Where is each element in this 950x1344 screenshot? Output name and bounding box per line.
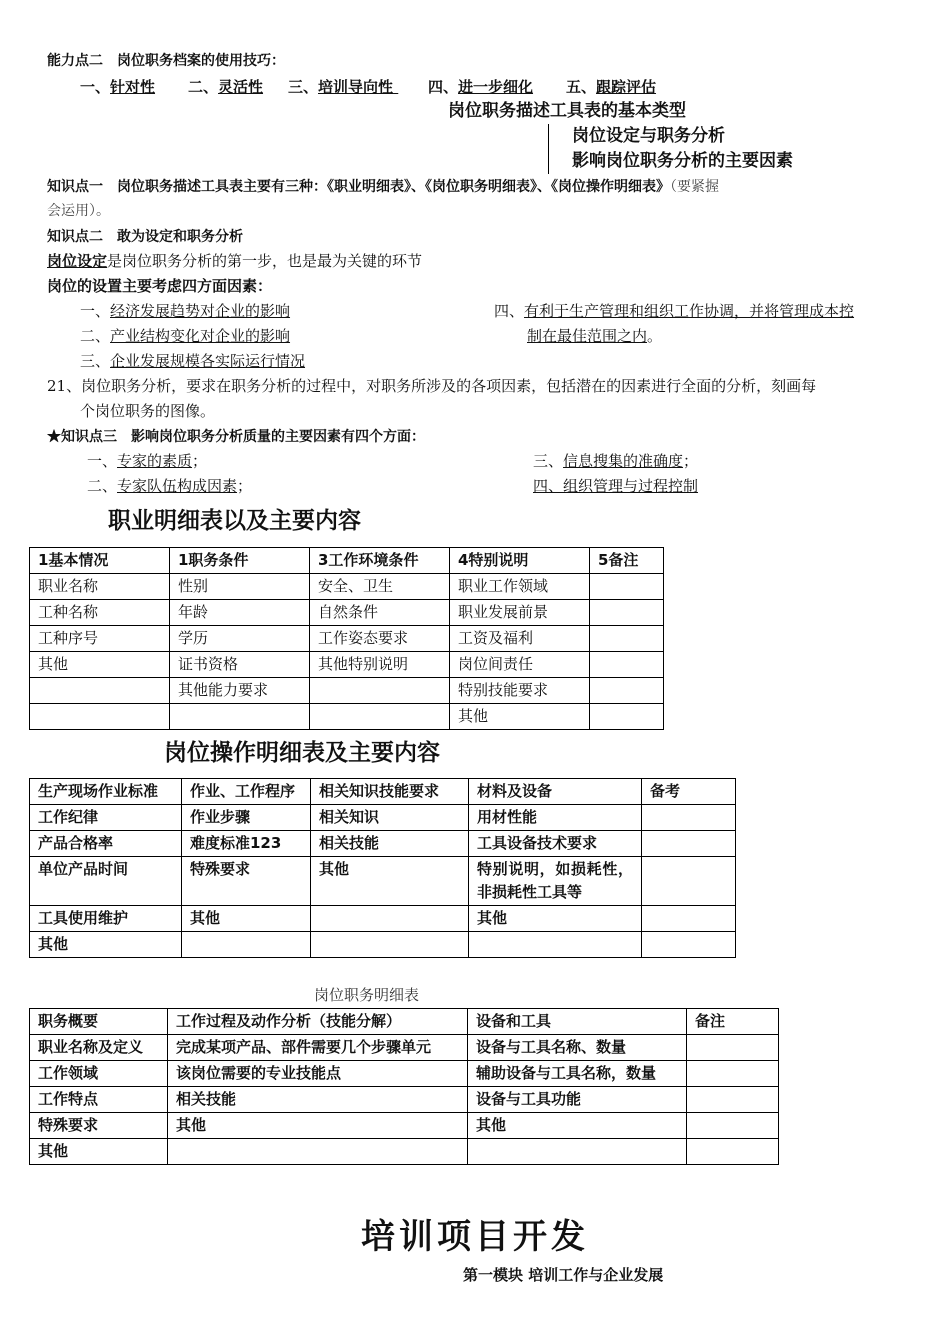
table-cell: 工资及福利 (450, 626, 590, 652)
table-cell (30, 678, 170, 704)
table-cell (687, 1035, 779, 1061)
table-cell: 相关知识技能要求 (311, 779, 469, 805)
table-cell: 相关技能 (168, 1087, 468, 1113)
table-cell (642, 932, 736, 958)
table-cell: 完成某项产品、部件需要几个步骤单元 (168, 1035, 468, 1061)
table-cell: 难度标准123 (182, 831, 311, 857)
factor-3: 三、企业发展规模各实际运行情况 (80, 352, 306, 370)
table-cell: 辅助设备与工具名称，数量 (468, 1061, 687, 1087)
paragraph-21: 21、岗位职务分析，要求在职务分析的过程中，对职务所涉及的各项因素，包括潜在的因素进行全面的分析，刻画每 (47, 377, 817, 395)
table-row (30, 678, 664, 704)
factor-4: 四、有利于生产管理和组织工作协调，并将管理成本控 (494, 302, 855, 320)
job-operation-detail-table (29, 778, 736, 958)
table-cell: 年龄 (170, 600, 310, 626)
table-header-row (30, 548, 664, 574)
table-cell (182, 932, 311, 958)
table-cell: 工种名称 (30, 600, 170, 626)
table-cell: 生产现场作业标准 (30, 779, 182, 805)
table-row (30, 600, 664, 626)
knowledge-point-1: 知识点一 岗位职务描述工具表主要有三种：《职业明细表》、《岗位职务明细表》、《岗位操作明细表》（要紧握 (47, 179, 719, 195)
table-cell (687, 1087, 779, 1113)
occupation-detail-table (29, 547, 664, 730)
table-row (30, 1035, 779, 1061)
table-cell (642, 831, 736, 857)
table-cell: 自然条件 (310, 600, 450, 626)
table-cell: 单位产品时间 (30, 857, 182, 906)
table-cell: 用材性能 (469, 805, 642, 831)
ability-point-item-1: 一、针对性 (80, 78, 156, 96)
quality-factor-1: 一、专家的素质； (87, 452, 208, 470)
table-row (30, 805, 736, 831)
ability-point-item-2: 二、灵活性 (188, 78, 264, 96)
table-row (30, 906, 736, 932)
table-cell: 工作过程及动作分析（技能分解） (168, 1009, 468, 1035)
table-cell: 职业工作领域 (450, 574, 590, 600)
table-row (30, 574, 664, 600)
table-cell: 设备与工具功能 (468, 1087, 687, 1113)
table-row (30, 857, 736, 906)
table-cell (468, 1139, 687, 1165)
table-cell (310, 704, 450, 730)
table-cell: 5备注 (590, 548, 664, 574)
table-cell: 其他 (182, 906, 311, 932)
table-row (30, 652, 664, 678)
table-cell (642, 906, 736, 932)
job-duty-detail-table (29, 1008, 779, 1165)
table-cell: 相关技能 (311, 831, 469, 857)
factor-2: 二、产业结构变化对企业的影响 (80, 327, 291, 345)
table-cell: 特殊要求 (182, 857, 311, 906)
chapter-title: 培训项目开发 (361, 1217, 589, 1257)
knowledge-point-3-heading: ★知识点三 影响岗位职务分析质量的主要因素有四个方面： (47, 429, 425, 445)
table-cell: 其他 (30, 1139, 168, 1165)
table-cell: 作业、工作程序 (182, 779, 311, 805)
table-cell: 1职务条件 (170, 548, 310, 574)
table-cell: 备考 (642, 779, 736, 805)
outline-line-3: 影响岗位职务分析的主要因素 (572, 151, 793, 171)
table2-title: 岗位操作明细表及主要内容 (164, 740, 440, 766)
table-cell: 性别 (170, 574, 310, 600)
table-cell: 工作特点 (30, 1087, 168, 1113)
table-cell: 其他特别说明 (310, 652, 450, 678)
ability-point-item-5: 五、跟踪评估 (566, 78, 657, 96)
table-cell: 相关知识 (311, 805, 469, 831)
table-cell: 工作纪律 (30, 805, 182, 831)
table-cell: 工种序号 (30, 626, 170, 652)
table-cell: 职务概要 (30, 1009, 168, 1035)
table-cell: 材料及设备 (469, 779, 642, 805)
outline-bracket-line (548, 124, 549, 174)
table-cell (590, 704, 664, 730)
table-cell: 其他 (311, 857, 469, 906)
table-cell: 产品合格率 (30, 831, 182, 857)
table-row (30, 704, 664, 730)
outline-line-1: 岗位职务描述工具表的基本类型 (448, 101, 686, 121)
table-cell (30, 704, 170, 730)
paragraph-21-cont: 个岗位职务的图像。 (80, 402, 216, 420)
table-cell (590, 626, 664, 652)
table-cell: 工作姿态要求 (310, 626, 450, 652)
table-cell: 职业发展前景 (450, 600, 590, 626)
quality-factor-2: 二、专家队伍构成因素； (87, 477, 253, 495)
factor-1: 一、经济发展趋势对企业的影响 (80, 302, 291, 320)
table-cell: 4特别说明 (450, 548, 590, 574)
ability-point-item-3: 三、培训导向性 (288, 78, 394, 96)
table-cell (642, 857, 736, 906)
table-cell: 其他 (469, 906, 642, 932)
table-cell: 3工作环境条件 (310, 548, 450, 574)
table3-caption: 岗位职务明细表 (314, 986, 420, 1004)
table-cell (590, 652, 664, 678)
module-subtitle: 第一模块 培训工作与企业发展 (463, 1266, 664, 1284)
table-cell: 证书资格 (170, 652, 310, 678)
table-cell (642, 805, 736, 831)
factors-heading: 岗位的设置主要考虑四方面因素： (47, 277, 273, 295)
knowledge-point-2-heading: 知识点二 敢为设定和职务分析 (47, 229, 243, 245)
table-cell (590, 600, 664, 626)
table-row (30, 1139, 779, 1165)
table-cell: 设备与工具名称、数量 (468, 1035, 687, 1061)
table-cell (311, 906, 469, 932)
table-cell: 设备和工具 (468, 1009, 687, 1035)
outline-line-2: 岗位设定与职务分析 (572, 126, 725, 146)
table-cell (590, 678, 664, 704)
table-cell: 其他 (168, 1113, 468, 1139)
table-cell: 安全、卫生 (310, 574, 450, 600)
table-cell: 其他 (468, 1113, 687, 1139)
factor-4-cont: 制在最佳范围之内。 (527, 327, 663, 345)
knowledge-point-1-cont: 会运用）。 (47, 203, 110, 219)
quality-factor-4: 四、组织管理与过程控制 (533, 477, 699, 495)
ability-point-heading: 能力点二 岗位职务档案的使用技巧： (47, 53, 285, 69)
table-cell: 特别技能要求 (450, 678, 590, 704)
table-cell (311, 932, 469, 958)
table-cell: 备注 (687, 1009, 779, 1035)
table-cell: 特殊要求 (30, 1113, 168, 1139)
table-cell (590, 574, 664, 600)
table-cell: 其他能力要求 (170, 678, 310, 704)
table-cell (687, 1061, 779, 1087)
table-cell (687, 1139, 779, 1165)
table-row (30, 831, 736, 857)
table-row (30, 1061, 779, 1087)
table-row (30, 932, 736, 958)
table-cell: 1基本情况 (30, 548, 170, 574)
table-cell: 工作领域 (30, 1061, 168, 1087)
quality-factor-3: 三、信息搜集的准确度； (533, 452, 699, 470)
table-cell: 职业名称及定义 (30, 1035, 168, 1061)
table-cell: 作业步骤 (182, 805, 311, 831)
table-cell (310, 678, 450, 704)
table-cell: 其他 (30, 652, 170, 678)
table-cell: 其他 (30, 932, 182, 958)
table-row (30, 626, 664, 652)
table-cell (687, 1113, 779, 1139)
table-row (30, 1087, 779, 1113)
table1-title: 职业明细表以及主要内容 (108, 508, 361, 534)
table-cell (170, 704, 310, 730)
table-cell: 学历 (170, 626, 310, 652)
table-cell (469, 932, 642, 958)
position-setting-definition: 岗位设定是岗位职务分析的第一步，也是最为关键的环节 (47, 252, 423, 270)
table-cell (168, 1139, 468, 1165)
table-cell: 特别说明，如损耗性，非损耗性工具等 (469, 857, 642, 906)
ability-point-item-4: 四、进一步细化 (428, 78, 534, 96)
table-header-row (30, 779, 736, 805)
table-cell: 职业名称 (30, 574, 170, 600)
table-cell: 其他 (450, 704, 590, 730)
table-header-row (30, 1009, 779, 1035)
table-cell: 该岗位需要的专业技能点 (168, 1061, 468, 1087)
table-cell: 工具使用维护 (30, 906, 182, 932)
table-cell: 工具设备技术要求 (469, 831, 642, 857)
table-cell: 岗位间责任 (450, 652, 590, 678)
table-row (30, 1113, 779, 1139)
